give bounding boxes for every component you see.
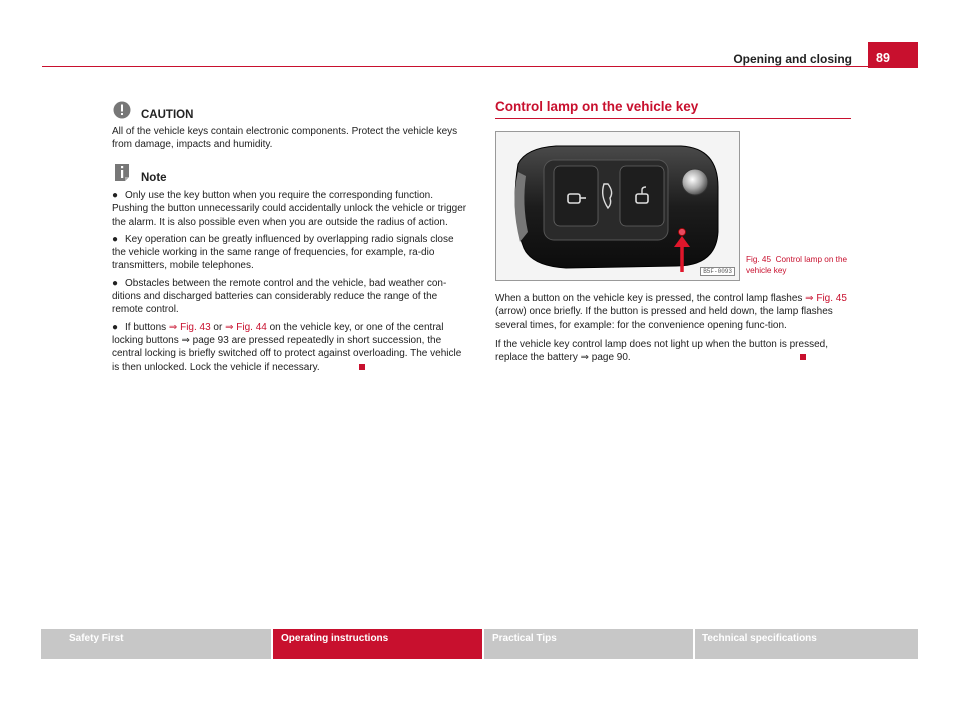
vehicle-key-illustration — [496, 132, 739, 280]
section-title: Control lamp on the vehicle key — [495, 99, 699, 114]
figure-vehicle-key — [495, 131, 740, 281]
fig44-link[interactable]: ⇒ Fig. 44 — [225, 321, 267, 333]
note-list — [112, 189, 470, 378]
info-icon — [113, 163, 131, 182]
paragraph: If the vehicle key control lamp does not light up when the button is pressed, replace the battery ⇒ page 90. — [495, 338, 828, 364]
caution-icon — [113, 101, 131, 119]
note-item: ● If buttons ⇒ Fig. 43 or ⇒ Fig. 44 on the vehicle key, or one of the central locking buttons ⇒ page 93 are pressed repeatedly in short succession, the central locking is briefly switched off to protect against overloading. The vehicle is then unlocked. Lock the vehicle if necessary. — [112, 321, 462, 373]
header-rule — [42, 66, 918, 67]
note-item: ● Obstacles between the remote control and the vehicle, bad weather con-ditions and discharged batteries can considerably reduce the range of the remote control. — [112, 277, 447, 316]
page-number: 89 — [868, 42, 918, 68]
note-heading: Note — [141, 172, 167, 184]
bullet: ● — [112, 190, 119, 201]
section-end-mark — [800, 354, 806, 360]
bullet: ● — [112, 277, 119, 289]
caption-text: Control lamp on the vehicle key — [746, 255, 848, 275]
caption-label: Fig. 45 — [746, 255, 772, 264]
bullet: ● — [112, 321, 119, 333]
tab-safety-first[interactable]: Safety First — [41, 629, 271, 659]
paragraph: When a button on the vehicle key is pressed, the control lamp flashes ⇒ Fig. 45 (arrow) once briefly. If the button is pressed and held down, the lamp flashes several times, for example: for the convenience opening func-tion. — [495, 293, 847, 331]
note-item: ● Only use the key button when you require the corresponding function. Pushing the button unnecessarily could accidentally unlock the vehicle or trigger the alarm. It is also possible even when you are outside the radius of action. — [112, 190, 467, 228]
caution-heading: CAUTION — [141, 109, 194, 121]
figure-caption — [746, 255, 856, 276]
chapter-title: Opening and closing — [733, 52, 852, 66]
section-end-mark — [359, 364, 365, 370]
section-rule — [495, 118, 851, 119]
tab-technical-specifications[interactable]: Technical specifications — [695, 629, 918, 659]
caution-text: All of the vehicle keys contain electronic components. Protect the vehicle keys from damage, impacts and humidity. — [112, 126, 458, 151]
note-item: ● Key operation can be greatly influenced by overlapping radio signals close the vehicle working in the same range of frequencies, for example, ra-dio transmitters, mobile telephones. — [112, 233, 454, 272]
figure-code: B5F-0093 — [700, 267, 735, 276]
section-body — [495, 292, 855, 370]
tab-practical-tips[interactable]: Practical Tips — [484, 629, 693, 659]
fig45-link[interactable]: ⇒ Fig. 45 — [805, 293, 847, 304]
fig43-link[interactable]: ⇒ Fig. 43 — [168, 321, 211, 333]
bullet: ● — [112, 233, 119, 245]
tab-operating-instructions[interactable]: Operating instructions — [273, 629, 482, 659]
